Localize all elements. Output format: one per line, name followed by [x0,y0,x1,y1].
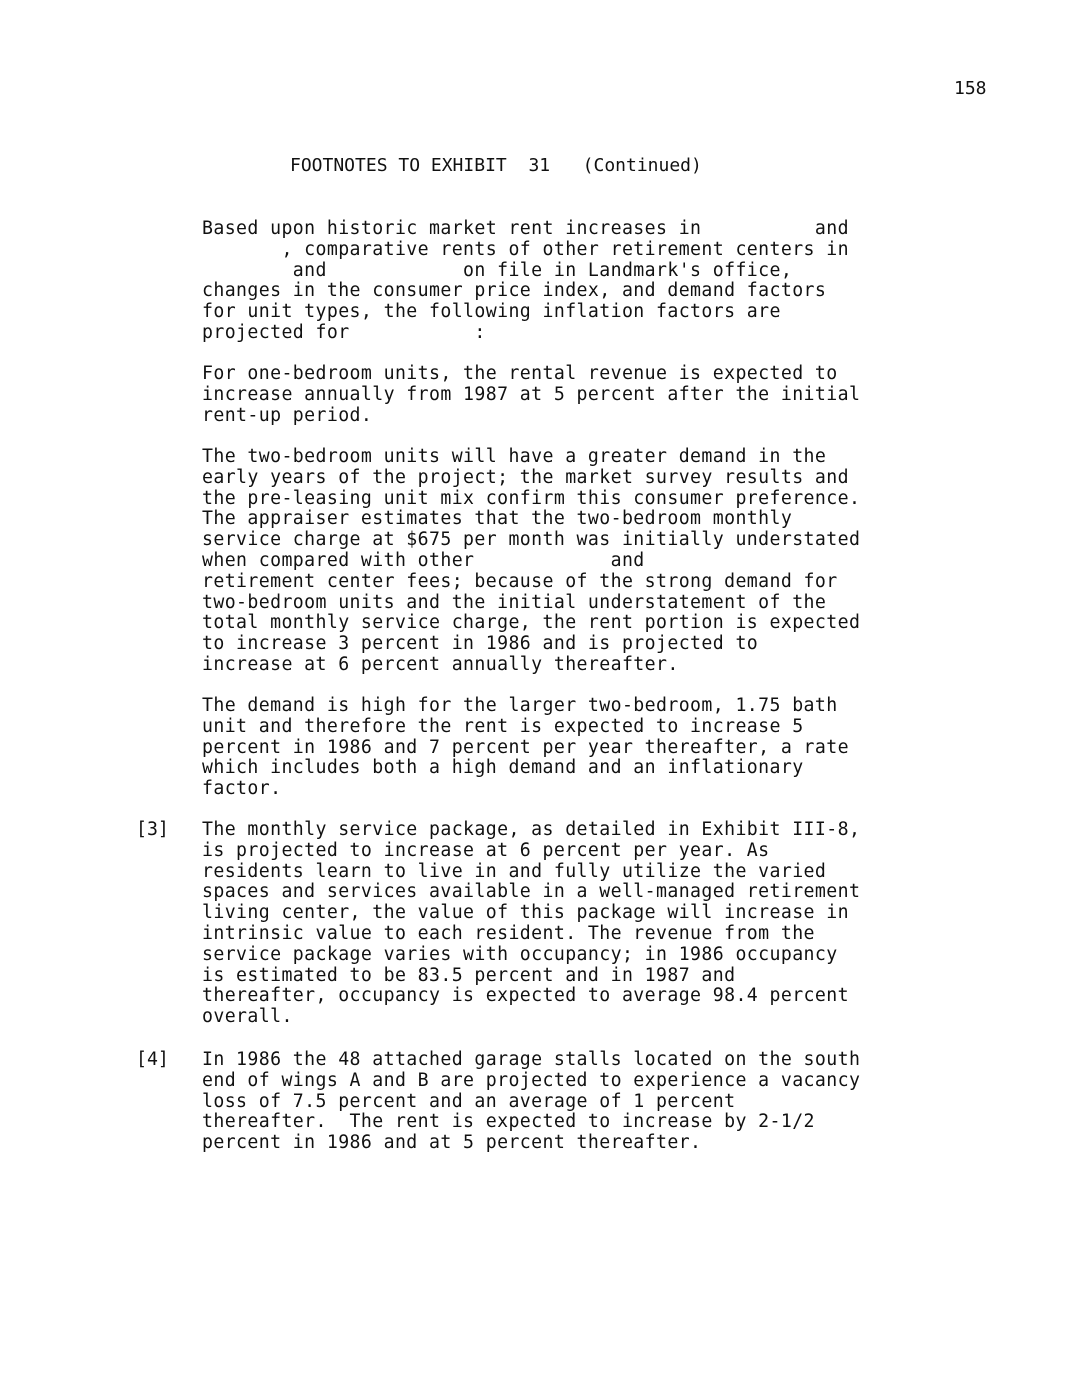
text-line: percent in 1986 and at 5 percent thereafter. [202,1132,702,1154]
text-line: end of wings A and B are projected to experience a vacancy [202,1069,861,1091]
footnote-4 [202,1050,942,1154]
paragraph-larger-two-bedroom [202,696,942,800]
text-line: to increase 3 percent in 1986 and is projected to [202,633,759,655]
page-title [290,155,702,176]
text-line: service charge at $675 per month was initially understated [202,529,861,551]
footnote-marker-4: [4] [136,1049,169,1070]
text-line: rent-up period. [202,404,373,426]
text-line: service package varies with occupancy; in 1986 occupancy [202,943,838,965]
paragraph-two-bedroom [202,447,942,676]
text-line: overall. [202,1006,293,1028]
paragraph-one-bedroom [202,364,942,426]
text-line: The monthly service package, as detailed in Exhibit III-8, [202,819,861,840]
text-line: In 1986 the 48 attached garage stalls located on the south [202,1049,861,1070]
footnote-marker-3: [3] [136,819,169,840]
text-line: loss of 7.5 percent and an average of 1 percent [202,1090,736,1112]
text-line: retirement center fees; because of the strong demand for [202,570,838,592]
text-line: for unit types, the following inflation factors are [202,301,781,323]
text-line: two-bedroom units and the initial understatement of the [202,591,827,613]
text-line: factor. [202,778,282,800]
text-line: residents learn to live in and fully utilize the varied [202,860,827,882]
text-line: is projected to increase at 6 percent per year. As [202,839,770,861]
text-line: spaces and services available in a well-managed retirement [202,881,861,903]
text-line: is estimated to be 83.5 percent and in 1987 and [202,964,736,986]
text-line: the pre-leasing unit mix confirm this consumer preference. [202,487,861,509]
text-line: The demand is high for the larger two-bedroom, 1.75 bath [202,695,838,716]
heading-continued: (Continued) [582,155,702,176]
text-line: Based upon historic market rent increases in and [202,218,849,239]
text-line: , comparative rents of other retirement centers in [202,238,849,260]
paragraph-intro [202,219,942,344]
text-line: when compared with other and [202,549,645,571]
text-line: increase at 6 percent annually thereafter. [202,653,679,675]
text-line: living center, the value of this package will increase in [202,902,849,924]
text-line: percent in 1986 and 7 percent per year thereafter, a rate [202,736,849,758]
text-line: total monthly service charge, the rent portion is expected [202,612,861,634]
text-line: The appraiser estimates that the two-bedroom monthly [202,508,793,530]
text-line: For one-bedroom units, the rental revenue is expected to [202,363,838,384]
text-line: thereafter, occupancy is expected to average 98.4 percent [202,985,849,1007]
page-number: 158 [954,78,987,99]
text-line: changes in the consumer price index, and demand factors [202,280,827,302]
text-line: increase annually from 1987 at 5 percent after the initial [202,383,861,405]
heading-exhibit-number: 31 [528,155,551,176]
footnote-3 [202,820,942,1028]
text-line: early years of the project; the market survey results and [202,466,849,488]
text-line: unit and therefore the rent is expected to increase 5 [202,715,804,737]
text-line: projected for : [202,321,486,343]
text-line: which includes both a high demand and an inflationary [202,757,804,779]
heading-title: FOOTNOTES TO EXHIBIT [290,155,507,176]
text-line: thereafter. The rent is expected to increase by 2-1/2 [202,1111,815,1133]
text-line: intrinsic value to each resident. The revenue from the [202,922,815,944]
text-line: and on file in Landmark's office, [202,259,793,281]
text-line: The two-bedroom units will have a greater demand in the [202,446,827,467]
